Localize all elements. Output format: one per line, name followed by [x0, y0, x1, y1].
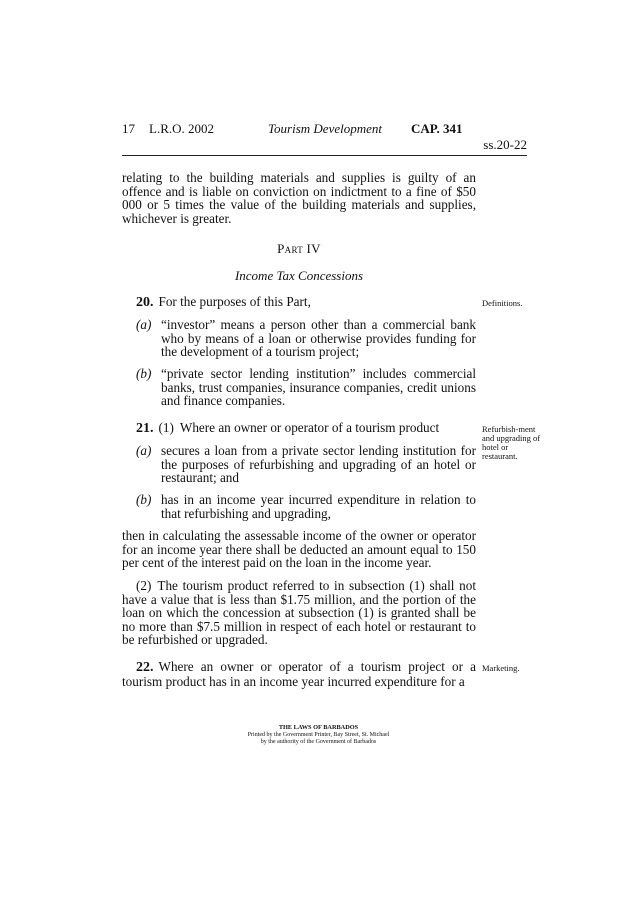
section-21-number: 21. — [136, 421, 154, 436]
item-label: (a) — [136, 443, 152, 458]
subsection-2-label: (2) — [136, 578, 152, 593]
margin-note-marketing: Marketing. — [482, 663, 520, 673]
section-22-number: 22. — [136, 660, 154, 675]
section-20-number: 20. — [136, 295, 154, 310]
page-number: 17 — [122, 121, 135, 136]
footer-printer-line: Printed by the Government Printer, Bay Street, St. Michael — [247, 731, 390, 738]
section-21-continuation — [122, 529, 476, 570]
section-21 — [136, 421, 476, 436]
section-20-item-a — [136, 318, 476, 359]
continuation-text: then in calculating the assessable income of the owner or operator for an income year there shall be deducted an amount equal to 150 per cent of the interest paid on the loan in the income year. — [122, 528, 476, 571]
section-20 — [136, 295, 476, 310]
intro-paragraph — [122, 171, 476, 225]
section-21-item-a — [136, 444, 476, 485]
subsection-2-text: The tourism product referred to in subsection (1) shall not have a value that is less than $1.75 million, and the portion of the loan on which the concession at subsection (1) is granted shall be no more than $7.5 million in respect of each hotel or restaurant to be refurbished or upgraded. — [122, 578, 476, 648]
subsection-1-label: (1) — [158, 420, 174, 435]
section-21-text: Where an owner or operator of a tourism product — [179, 420, 440, 435]
item-text: has in an income year incurred expenditure in relation to that refurbishing and upgrading, — [161, 492, 476, 521]
section-22-text: Where an owner or operator of a tourism project or a tourism product has in an income year incurred expenditure for a — [122, 659, 476, 689]
item-text: “investor” means a person other than a commercial bank who by means of a loan or otherwise provides funding for the development of a tourism project; — [161, 317, 476, 360]
item-label: (b) — [136, 492, 152, 507]
item-text: secures a loan from a private sector lending institution for the purposes of refurbishing and upgrading of an hotel or restaurant; and — [161, 443, 476, 486]
section-20-item-b — [136, 367, 476, 408]
item-label: (b) — [136, 366, 152, 381]
intro-paragraph-text: relating to the building materials and supplies is guilty of an offence and is liable on conviction on indictment to a fine of $50 000 or 5 times the value of the building materials and supplies, whichever is greater. — [122, 170, 476, 226]
margin-note-refurbishment: Refurbish-ment and upgrading of hotel or restaurant. — [482, 424, 541, 461]
chapter-number: CAP. 341 — [411, 121, 463, 136]
section-20-text: For the purposes of this Part, — [158, 294, 311, 309]
part-title: Income Tax Concessions — [234, 268, 364, 283]
section-range: ss.20-22 — [483, 137, 527, 152]
footer-title: THE LAWS OF BARBADOS — [278, 724, 359, 731]
section-22 — [122, 660, 476, 688]
item-text: “private sector lending institution” includes commercial banks, trust companies, insurance companies, credit unions and finance companies. — [161, 366, 476, 409]
header-rule — [122, 155, 527, 156]
footer-authority-line: by the authority of the Government of Barbados — [260, 739, 377, 745]
item-label: (a) — [136, 317, 152, 332]
section-21-subsection-2 — [122, 579, 476, 647]
act-title: Tourism Development — [268, 121, 382, 136]
margin-note-definitions: Definitions. — [482, 298, 523, 308]
page-footer — [0, 724, 637, 747]
section-21-item-b — [136, 493, 476, 520]
part-heading: Part IV — [277, 241, 321, 256]
revision-label: L.R.O. 2002 — [149, 121, 214, 136]
